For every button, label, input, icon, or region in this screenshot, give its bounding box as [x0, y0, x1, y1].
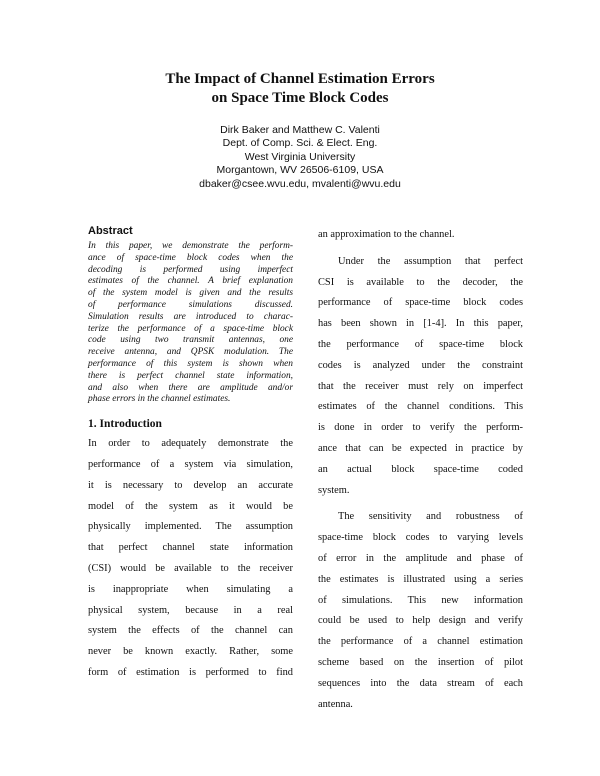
author-emails: dbaker@csee.wvu.edu, mvalenti@wvu.edu: [199, 177, 401, 190]
abstract-line: and also when there are amplitude and/or: [88, 382, 293, 393]
abstract-heading: Abstract: [88, 225, 133, 237]
intro-line: In order to adequately demonstrate the: [88, 438, 293, 450]
body-line: the estimates is illustrated using a series: [318, 573, 523, 585]
body-line: has been shown in [1-4]. In this paper,: [318, 318, 523, 330]
abstract-line: terize the performance of a space-time block: [88, 323, 293, 334]
intro-line: physical system, because in a real: [88, 604, 293, 616]
body-line: estimates of the channel conditions. This: [318, 401, 523, 413]
intro-line: performance of a system via simulation,: [88, 458, 293, 470]
abstract-line: of performance simulations discussed.: [88, 299, 293, 310]
body-line: an approximation to the channel.: [318, 229, 455, 240]
intro-line: model of the system as it would be: [88, 500, 293, 512]
author-names: Dirk Baker and Matthew C. Valenti: [220, 124, 380, 136]
author-address: Morgantown, WV 26506-6109, USA: [216, 164, 384, 177]
body-line: the performance of a channel estimation: [318, 636, 523, 648]
abstract-line: there is perfect channel state information,: [88, 370, 293, 381]
body-line: scheme based on the insertion of pilot: [318, 656, 523, 668]
abstract-line: Simulation results are introduced to charac-: [88, 311, 293, 322]
body-line: the performance of space-time block: [318, 338, 523, 350]
abstract-body: [88, 241, 293, 406]
intro-line: is inappropriate when simulating a: [88, 583, 293, 595]
intro-line: that perfect channel state information: [88, 542, 293, 554]
title-line: on Space Time Block Codes: [211, 90, 389, 106]
abstract-line: ance of space-time block codes when the: [88, 252, 293, 263]
body-line: could be used to help design and verify: [318, 615, 523, 627]
intro-line: (CSI) would be available to the receiver: [88, 562, 293, 574]
title-line: The Impact of Channel Estimation Errors: [165, 71, 435, 87]
right-column: [318, 225, 523, 715]
body-line: of error in the amplitude and phase of: [318, 552, 523, 564]
abstract-line: In this paper, we demonstrate the perform-: [88, 241, 293, 251]
paper-title: [0, 70, 600, 108]
body-line: codes is analyzed under the constraint: [318, 359, 523, 371]
introduction-heading: 1. Introduction: [88, 418, 162, 431]
body-line: sequences into the data stream of each: [318, 677, 523, 689]
body-line: space-time block codes to varying levels: [318, 532, 523, 544]
abstract-line: phase errors in the channel estimates.: [88, 394, 231, 405]
abstract-line: of the system model is given and the results: [88, 288, 293, 299]
body-line: ance that can be expected in practice by: [318, 442, 523, 454]
intro-line: physically implemented. The assumption: [88, 521, 293, 533]
abstract-line: code using two transmit antennas, one: [88, 335, 293, 346]
introduction-body: [88, 434, 293, 684]
body-line: CSI is available to the decoder, the: [318, 276, 523, 288]
intro-line: never be known exactly. Rather, some: [88, 646, 293, 658]
body-line: of simulations. This new information: [318, 594, 523, 606]
abstract-line: decoding is performed using imperfect: [88, 264, 293, 275]
author-department: Dept. of Comp. Sci. & Elect. Eng.: [222, 137, 378, 150]
body-line: an actual block space-time coded: [318, 463, 523, 475]
intro-line: it is necessary to develop an accurate: [88, 479, 293, 491]
abstract-line: receive antenna, and QPSK modulation. The: [88, 347, 293, 358]
body-line: Under the assumption that perfect: [338, 255, 523, 267]
body-line: is done in order to verify the perform-: [318, 422, 523, 434]
abstract-line: estimates of the channel. A brief explanation: [88, 276, 293, 287]
author-university: West Virginia University: [244, 150, 356, 163]
body-line: performance of space-time block codes: [318, 297, 523, 309]
intro-line: system the effects of the channel can: [88, 625, 293, 637]
body-line: antenna.: [318, 698, 353, 710]
author-block: [0, 124, 600, 191]
body-line: The sensitivity and robustness of: [338, 511, 523, 523]
left-column: [88, 225, 293, 684]
body-line: that the receiver must rely on imperfect: [318, 380, 523, 392]
intro-line: form of estimation is performed to find: [88, 666, 293, 678]
abstract-line: performance of this system is shown when: [88, 358, 293, 369]
body-line: system.: [318, 484, 350, 496]
